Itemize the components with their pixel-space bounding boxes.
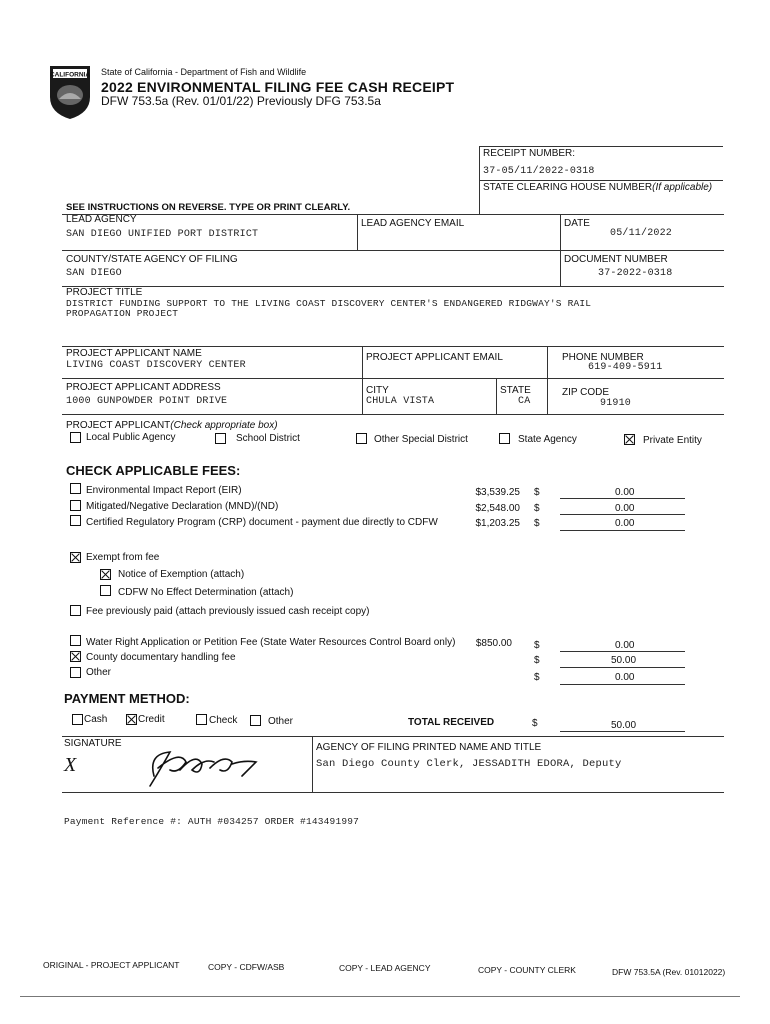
other-payment-checkbox[interactable] bbox=[250, 715, 261, 726]
mnd-currency: $ bbox=[534, 503, 540, 514]
lead-agency-email-label: LEAD AGENCY EMAIL bbox=[361, 218, 465, 229]
cash-checkbox[interactable] bbox=[72, 714, 83, 725]
state-label: STATE bbox=[500, 385, 531, 396]
footer-copy-cdfw: COPY - CDFW/ASB bbox=[208, 962, 285, 972]
project-title-line1: DISTRICT FUNDING SUPPORT TO THE LIVING COAST DISCOVERY CENTER'S ENDANGERED RIDGWAY'S RAIL bbox=[66, 298, 592, 309]
eir-amount: 0.00 bbox=[615, 487, 635, 498]
date-label: DATE bbox=[564, 218, 590, 229]
crp-fee: $1,203.25 bbox=[475, 518, 520, 529]
total-received-value: 50.00 bbox=[611, 720, 637, 731]
water-right-checkbox[interactable] bbox=[70, 635, 81, 646]
mnd-checkbox[interactable] bbox=[70, 500, 81, 511]
signature-x: X bbox=[64, 754, 77, 776]
receipt-number-value: 37-05/11/2022-0318 bbox=[483, 166, 595, 177]
other-payment-label: Other bbox=[268, 716, 294, 727]
mnd-amount: 0.00 bbox=[615, 503, 635, 514]
noe-label: Notice of Exemption (attach) bbox=[118, 569, 245, 580]
clearinghouse-note: (If applicable) bbox=[652, 182, 713, 193]
applicant-type-note: (Check appropriate box) bbox=[170, 420, 278, 431]
doc-number-value: 37-2022-0318 bbox=[598, 268, 673, 279]
clearinghouse-label-text: STATE CLEARING HOUSE NUMBER bbox=[483, 182, 653, 193]
other-fee-label: Other bbox=[86, 667, 112, 678]
receipt-number-label: RECEIPT NUMBER: bbox=[483, 148, 576, 159]
state-agency-checkbox[interactable] bbox=[499, 433, 510, 444]
applicant-name-value: LIVING COAST DISCOVERY CENTER bbox=[66, 360, 246, 371]
city-label: CITY bbox=[366, 385, 389, 396]
private-entity-label: Private Entity bbox=[643, 435, 702, 446]
water-right-label: Water Right Application or Petition Fee (State Water Resources Control Board only) bbox=[86, 637, 456, 648]
local-public-agency-label: Local Public Agency bbox=[86, 432, 176, 443]
state-value: CA bbox=[518, 396, 531, 407]
address-label: PROJECT APPLICANT ADDRESS bbox=[66, 382, 221, 393]
county-doc-fee-checkbox[interactable] bbox=[70, 651, 81, 662]
county-value: SAN DIEGO bbox=[66, 268, 122, 279]
state-agency-label: State Agency bbox=[518, 434, 577, 445]
county-doc-fee-amount: 50.00 bbox=[611, 655, 637, 666]
exempt-checkbox[interactable] bbox=[70, 552, 81, 563]
signature-label: SIGNATURE bbox=[64, 738, 122, 749]
total-received-label: TOTAL RECEIVED bbox=[408, 717, 495, 728]
county-label: COUNTY/STATE AGENCY OF FILING bbox=[66, 254, 238, 265]
applicant-name-label: PROJECT APPLICANT NAME bbox=[66, 348, 202, 359]
instructions: SEE INSTRUCTIONS ON REVERSE. TYPE OR PRINT CLEARLY. bbox=[66, 202, 351, 213]
prev-paid-label: Fee previously paid (attach previously issued cash receipt copy) bbox=[86, 606, 370, 617]
applicant-type-heading: PROJECT APPLICANT bbox=[66, 420, 171, 431]
project-title-line2: PROPAGATION PROJECT bbox=[66, 308, 179, 319]
other-special-district-checkbox[interactable] bbox=[356, 433, 367, 444]
water-right-amount: 0.00 bbox=[615, 640, 635, 651]
phone-label: PHONE NUMBER bbox=[562, 352, 644, 363]
other-fee-amount: 0.00 bbox=[615, 672, 635, 683]
other-fee-checkbox[interactable] bbox=[70, 667, 81, 678]
credit-label: Credit bbox=[138, 714, 165, 725]
crp-checkbox[interactable] bbox=[70, 515, 81, 526]
crp-label: Certified Regulatory Program (CRP) document - payment due directly to CDFW bbox=[86, 517, 438, 528]
other-special-district-label: Other Special District bbox=[374, 434, 468, 445]
applicant-type-label bbox=[66, 420, 278, 431]
applicant-email-label: PROJECT APPLICANT EMAIL bbox=[366, 352, 503, 363]
mnd-label: Mitigated/Negative Declaration (MND)/(ND) bbox=[86, 501, 279, 512]
prev-paid-checkbox[interactable] bbox=[70, 605, 81, 616]
address-value: 1000 GUNPOWDER POINT DRIVE bbox=[66, 396, 228, 407]
school-district-checkbox[interactable] bbox=[215, 433, 226, 444]
payment-heading: PAYMENT METHOD: bbox=[64, 691, 190, 706]
payment-reference: Payment Reference #: AUTH #034257 ORDER #143491997 bbox=[64, 816, 360, 827]
mnd-fee: $2,548.00 bbox=[475, 503, 520, 514]
total-currency: $ bbox=[532, 718, 538, 729]
form-id: DFW 753.5a (Rev. 01/01/22) Previously DFG 753.5a bbox=[101, 94, 381, 108]
zip-value: 91910 bbox=[600, 398, 632, 409]
eir-checkbox[interactable] bbox=[70, 483, 81, 494]
zip-label: ZIP CODE bbox=[562, 387, 610, 398]
cash-label: Cash bbox=[84, 714, 108, 725]
other-fee-currency: $ bbox=[534, 672, 540, 683]
lead-agency-label: LEAD AGENCY bbox=[66, 214, 137, 225]
seal-text: CALIFORNIA bbox=[49, 71, 91, 79]
handwritten-signature bbox=[140, 740, 270, 792]
clearinghouse-label bbox=[483, 182, 712, 193]
crp-amount: 0.00 bbox=[615, 518, 635, 529]
school-district-label: School District bbox=[236, 433, 300, 444]
cdfw-seal-logo bbox=[47, 63, 93, 121]
doc-number-label: DOCUMENT NUMBER bbox=[564, 254, 668, 265]
project-title-label: PROJECT TITLE bbox=[66, 287, 143, 298]
phone-value: 619-409-5911 bbox=[588, 362, 663, 373]
cdfw-ned-label: CDFW No Effect Determination (attach) bbox=[118, 587, 294, 598]
footer-copy-county-clerk: COPY - COUNTY CLERK bbox=[478, 965, 576, 975]
eir-label: Environmental Impact Report (EIR) bbox=[86, 485, 242, 496]
fees-heading: CHECK APPLICABLE FEES: bbox=[66, 463, 241, 478]
check-checkbox[interactable] bbox=[196, 714, 207, 725]
lead-agency-value: SAN DIEGO UNIFIED PORT DISTRICT bbox=[66, 229, 259, 240]
county-doc-fee-label: County documentary handling fee bbox=[86, 652, 236, 663]
cdfw-ned-checkbox[interactable] bbox=[100, 585, 111, 596]
date-value: 05/11/2022 bbox=[610, 228, 673, 239]
check-label: Check bbox=[209, 715, 238, 726]
crp-currency: $ bbox=[534, 518, 540, 529]
footer-copy-lead-agency: COPY - LEAD AGENCY bbox=[339, 963, 431, 973]
printed-name-value: San Diego County Clerk, JESSADITH EDORA, Deputy bbox=[316, 758, 622, 770]
local-public-agency-checkbox[interactable] bbox=[70, 432, 81, 443]
footer-form-ref: DFW 753.5A (Rev. 01012022) bbox=[612, 967, 726, 977]
footer-original-applicant: ORIGINAL - PROJECT APPLICANT bbox=[43, 960, 180, 970]
form-title: 2022 ENVIRONMENTAL FILING FEE CASH RECEIPT bbox=[101, 79, 455, 95]
county-doc-fee-currency: $ bbox=[534, 655, 540, 666]
private-entity-checkbox[interactable] bbox=[624, 434, 635, 445]
credit-checkbox[interactable] bbox=[126, 714, 137, 725]
water-right-fee: $850.00 bbox=[475, 638, 512, 649]
agency-name: State of California - Department of Fish and Wildlife bbox=[101, 67, 307, 77]
eir-currency: $ bbox=[534, 487, 540, 498]
noe-checkbox[interactable] bbox=[100, 569, 111, 580]
exempt-label: Exempt from fee bbox=[86, 552, 160, 563]
city-value: CHULA VISTA bbox=[366, 396, 435, 407]
printed-name-label: AGENCY OF FILING PRINTED NAME AND TITLE bbox=[316, 742, 542, 753]
water-right-currency: $ bbox=[534, 640, 540, 651]
eir-fee: $3,539.25 bbox=[475, 487, 520, 498]
